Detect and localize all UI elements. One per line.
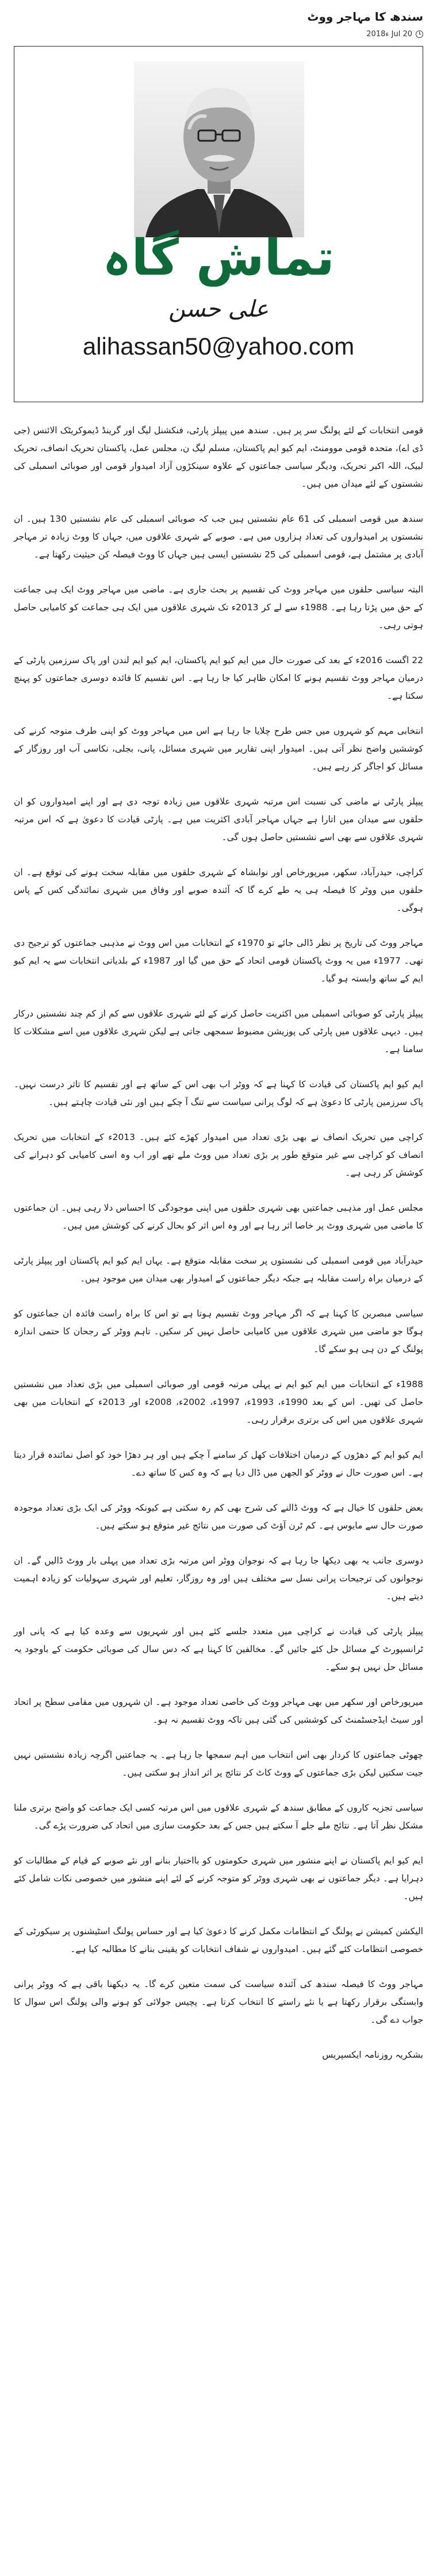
article-paragraph: دوسری جانب یہ بھی دیکھا جا رہا ہے کہ نوجوان ووٹر اس مرتبہ بڑی تعداد میں پہلی بار ووٹ ڈالیں گے۔ ان نوجوانوں کی ترجیحات پرانی نسل سے مختلف ہیں اور وہ روزگار، تعلیم اور شہری سہولیات کو زیادہ اہمیت دیتے ہیں۔ — [14, 1555, 423, 1601]
article-paragraph: الیکشن کمیشن نے پولنگ کے انتظامات مکمل کرنے کا دعویٰ کیا ہے اور حساس پولنگ اسٹیشنوں پر سیکورٹی کے خصوصی انتظامات کئے گئے ہیں۔ امیدواروں نے شفاف انتخابات کو یقینی بنانے کا مطالبہ کیا ہے۔ — [14, 1926, 423, 1954]
article-paragraph: قومی انتخابات کے لئے پولنگ سر پر ہیں۔ سندھ میں پیپلز پارٹی، فنکشنل لیگ اور گرینڈ ڈیموکریٹک الائنس (جی ڈی اے)، متحدہ قومی موومنٹ، ایم کیو ایم پاکستان، مسلم لیگ ن، مجلس عمل، پاکستان تحریک انصاف، تحریک لبیک، اللہ اکبر تحریک، ودیگر سیاسی جماعتوں کے علاوہ سینکڑوں آزاد امیدوار قومی اور صوبائی اسمبلی کی نشستوں کے لئے میدان میں ہیں۔ — [14, 425, 423, 489]
article-paragraph: کراچی میں تحریک انصاف نے بھی بڑی تعداد میں امیدوار کھڑے کئے ہیں۔ 2013ء کے انتخابات میں تحریک انصاف کو کراچی سے غیر متوقع طور پر بڑی تعداد میں ووٹ ملے تھے اور اب وہ اسی کامیابی کو دہرانے کی کوشش کر رہی ہے۔ — [14, 1132, 423, 1178]
author-name: علی حسن — [168, 296, 269, 322]
article-paragraph: ایم کیو ایم پاکستان نے اپنے منشور میں شہری حکومتوں کو بااختیار بنانے اور نئے صوبے کے قیام کے مطالبات کو دہرایا ہے۔ دیگر جماعتوں نے بھی شہری ووٹر کو متوجہ کرنے کے لئے اپنے منشور میں خصوصی نکات شامل کئے ہیں۔ — [14, 1855, 423, 1901]
article-paragraph: البتہ سیاسی حلقوں میں مہاجر ووٹ کی تقسیم پر بحث جاری ہے۔ ماضی میں مہاجر ووٹ ایک ہی جماعت کے حق میں پڑتا رہا ہے۔ 1988ء سے لے کر 2013ء تک شہری علاقوں میں ایک ہی جماعت کو کامیابی حاصل ہوتی رہی۔ — [14, 584, 423, 630]
article-paragraph: پیپلز پارٹی کو صوبائی اسمبلی میں اکثریت حاصل کرنے کے لئے شہری علاقوں سے کم از کم چند نشستیں درکار ہیں۔ دیہی علاقوں میں پارٹی کی پوزیشن مضبوط سمجھی جاتی ہے لیکن شہری علاقوں میں اسے مشکلات کا سامنا ہے۔ — [14, 1008, 423, 1054]
article-paragraph: انتخابی مہم کو شہروں میں جس طرح چلایا جا رہا ہے اس میں مہاجر ووٹ کو اپنی طرف متوجہ کرنے کی کوششیں واضح نظر آتی ہیں۔ امیدوار اپنی تقاریر میں شہری مسائل، پانی، بجلی، نکاسی آب اور روزگار کے مسائل کو اجاگر کر رہے ہیں۔ — [14, 726, 423, 772]
article-paragraph: کراچی، حیدرآباد، سکھر، میرپورخاص اور نوابشاہ کے شہری حلقوں میں مقابلہ سخت ہونے کی توقع ہے۔ ان حلقوں میں ووٹر کا فیصلہ ہی یہ طے کرے گا کہ آئندہ صوبے اور وفاق میں شہری نمائندگی کس کے پاس ہوگی۔ — [14, 867, 423, 913]
article-paragraph: پیپلز پارٹی نے ماضی کی نسبت اس مرتبہ شہری علاقوں میں زیادہ توجہ دی ہے اور اپنے امیدواروں کو ان حلقوں سے میدان میں اتارا ہے جہاں مہاجر آبادی اکثریت میں ہے۔ پارٹی قیادت کا دعویٰ ہے کہ اس مرتبہ شہری علاقوں سے بھی اسے نشستیں حاصل ہوں گی۔ — [14, 796, 423, 842]
clock-icon — [416, 30, 423, 38]
article-paragraph: سندھ میں قومی اسمبلی کی 61 عام نشستیں ہیں جب کہ صوبائی اسمبلی کی عام نشستیں 130 ہیں۔ ان نشستوں پر امیدواروں کی تعداد ہزاروں میں ہے۔ صوبے کے شہری علاقوں میں، جہاں کا ووٹ زیادہ تر مہاجر آبادی پر مشتمل ہے، قومی اسمبلی کی 25 نشستیں ایسی ہیں جہاں کا ووٹ فیصلہ کن حیثیت رکھتا ہے۔ — [14, 514, 423, 560]
article-body — [14, 422, 423, 2029]
author-portrait — [134, 61, 304, 237]
article-paragraph: پیپلز پارٹی کی قیادت نے کراچی میں متعدد جلسے کئے ہیں اور شہریوں سے وعدہ کیا ہے کہ پانی اور ٹرانسپورٹ کے مسائل حل کئے جائیں گے۔ مخالفین کا کہنا ہے کہ دس سال کی صوبائی حکومت کے باوجود یہ مسائل حل نہیں ہو سکے۔ — [14, 1626, 423, 1672]
article-paragraph: حیدرآباد میں قومی اسمبلی کی نشستوں پر سخت مقابلہ متوقع ہے۔ یہاں ایم کیو ایم پاکستان اور پیپلز پارٹی کے درمیان براہ راست مقابلہ ہے جبکہ دیگر جماعتوں کے امیدوار بھی میدان میں موجود ہیں۔ — [14, 1256, 423, 1284]
article-headline: سندھ کا مہاجر ووٹ — [307, 10, 423, 24]
article-paragraph: مجلس عمل اور مذہبی جماعتیں بھی شہری حلقوں میں اپنی موجودگی کا احساس دلا رہی ہیں۔ ان جماعتوں کا ماضی میں شہری ووٹ پر خاصا اثر رہا ہے اور وہ اس اثر کو بحال کرنے کی کوشش میں ہیں۔ — [14, 1203, 423, 1231]
article-paragraph: 22 اگست 2016ء کے بعد کی صورت حال میں ایم کیو ایم پاکستان، ایم کیو ایم لندن اور پاک سرزمین پارٹی کے درمیان مہاجر ووٹ تقسیم ہونے کا امکان ظاہر کیا جا رہا ہے۔ اس تقسیم کا فائدہ دوسری جماعتوں کو پہنچ سکتا ہے۔ — [14, 655, 424, 701]
author-email: alihassan50@yahoo.com — [82, 333, 355, 360]
article-paragraph: سیاسی تجزیہ کاروں کے مطابق سندھ کے شہری علاقوں میں اس مرتبہ کسی ایک جماعت کو واضح برتری ملنا مشکل نظر آتا ہے۔ نتائج ملے جلے آ سکتے ہیں جس کے بعد حکومت سازی میں اتحاد کی ضرورت پڑے گی۔ — [14, 1803, 423, 1831]
article-paragraph: مہاجر ووٹ کا فیصلہ سندھ کی آئندہ سیاست کی سمت متعین کرے گا۔ یہ دیکھنا باقی ہے کہ ووٹر پرانی وابستگی برقرار رکھتا ہے یا نئے راستے کا انتخاب کرتا ہے۔ پچیس جولائی کو ہونے والی پولنگ اس سوال کا جواب دے گی۔ — [14, 1979, 423, 2025]
article-paragraph: ایم کیو ایم کے دھڑوں کے درمیان اختلافات کھل کر سامنے آ چکے ہیں اور ہر دھڑا خود کو اصل نمائندہ قرار دیتا ہے۔ اس صورت حال نے ووٹر کو الجھن میں ڈال دیا ہے کہ وہ کس کا ساتھ دے۔ — [14, 1450, 423, 1478]
article-paragraph: 1988ء کے انتخابات میں ایم کیو ایم نے پہلی مرتبہ قومی اور صوبائی اسمبلی میں بڑی تعداد میں نشستیں حاصل کی تھیں۔ اس کے بعد 1990ء، 1993ء، 1997ء، 2002ء، 2008ء اور 2013ء کے انتخابات میں بھی شہری علاقوں میں اس کی برتری برقرار رہی۔ — [14, 1379, 423, 1425]
article-paragraph: بعض حلقوں کا خیال ہے کہ ووٹ ڈالنے کی شرح بھی کم رہ سکتی ہے کیونکہ ووٹر کی ایک بڑی تعداد موجودہ صورت حال سے مایوس ہے۔ کم ٹرن آؤٹ کی صورت میں نتائج غیر متوقع ہو سکتے ہیں۔ — [14, 1503, 423, 1531]
article-dateline — [14, 28, 423, 40]
article-paragraph: مہاجر ووٹ کی تاریخ پر نظر ڈالی جائے تو 1970ء کے انتخابات میں اس ووٹ نے مذہبی جماعتوں کو ترجیح دی تھی۔ 1977ء میں یہ ووٹ پاکستان قومی اتحاد کے حق میں گیا اور 1987ء کے بلدیاتی انتخابات سے یہ ایم کیو ایم کے ساتھ وابستہ ہو گیا۔ — [14, 938, 423, 984]
article-paragraph: میرپورخاص اور سکھر میں بھی مہاجر ووٹ کی خاصی تعداد موجود ہے۔ ان شہروں میں مقامی سطح پر اتحاد اور سیٹ ایڈجسٹمنٹ کی کوششیں کی گئی ہیں تاکہ ووٹ تقسیم نہ ہو۔ — [14, 1697, 423, 1725]
article-date: 2018ء Jul 20 — [366, 29, 412, 38]
article-paragraph: ایم کیو ایم پاکستان کی قیادت کا کہنا ہے کہ ووٹر اب بھی اس کے ساتھ ہے اور تقسیم کا تاثر درست نہیں۔ پاک سرزمین پارٹی کا دعویٰ ہے کہ لوگ پرانی سیاست سے تنگ آ چکے ہیں اور نئی قیادت چاہتے ہیں۔ — [14, 1079, 423, 1107]
column-title: تماش گاہ — [102, 229, 335, 287]
article-paragraph: سیاسی مبصرین کا کہنا ہے کہ اگر مہاجر ووٹ تقسیم ہوتا ہے تو اس کا براہ راست فائدہ ان جماعتوں کو ہوگا جو ماضی میں شہری علاقوں میں کامیابی حاصل نہیں کر سکیں۔ تاہم ووٹر کے رجحان کا حتمی اندازہ پولنگ کے دن ہی ہو سکے گا۔ — [14, 1308, 423, 1354]
article-source: بشکریہ روزنامہ ایکسپریس — [322, 2050, 423, 2060]
column-banner — [14, 46, 423, 402]
article-paragraph: چھوٹی جماعتوں کا کردار بھی اس انتخاب میں اہم سمجھا جا رہا ہے۔ یہ جماعتیں اگرچہ زیادہ نشستیں نہیں جیت سکتیں لیکن بڑی جماعتوں کے ووٹ کاٹ کر نتائج پر اثر انداز ہو سکتی ہیں۔ — [14, 1750, 423, 1778]
